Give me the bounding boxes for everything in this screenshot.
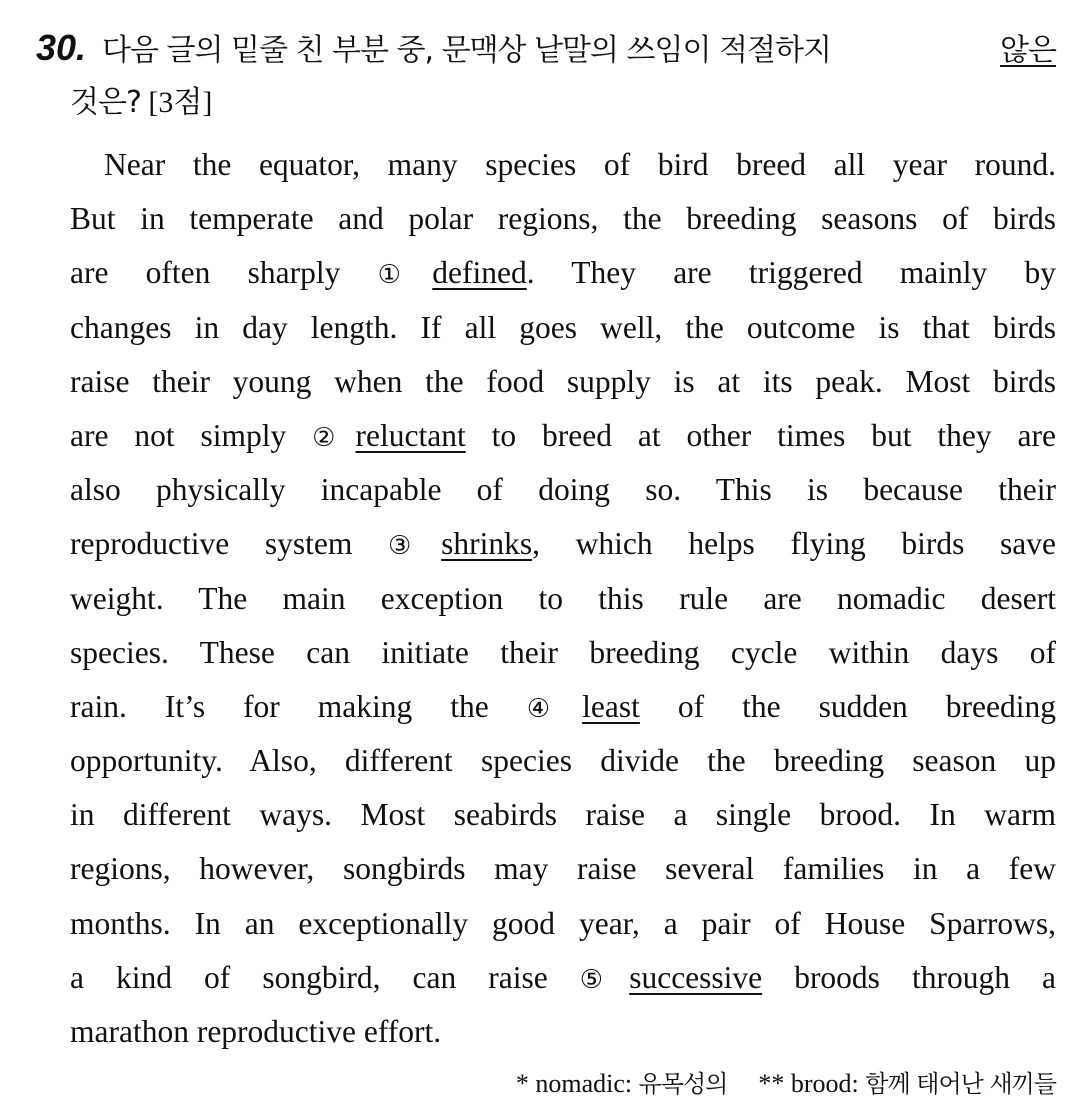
passage-line bbox=[70, 246, 1056, 300]
footnote-definition-1: 유목성의 bbox=[638, 1070, 728, 1098]
question-text-continued: 것은? bbox=[70, 85, 141, 120]
question-prompt-line-1 bbox=[36, 20, 1056, 79]
passage-line: species. These can initiate their breeding cycle within days of bbox=[70, 634, 1056, 670]
passage-line: in different ways. Most seabirds raise a single brood. In warm bbox=[70, 797, 1056, 833]
underlined-choice-1: defined bbox=[432, 255, 527, 291]
choice-marker-2: ② bbox=[312, 422, 354, 453]
passage-line bbox=[70, 951, 1056, 1005]
choice-marker-3: ③ bbox=[388, 531, 440, 562]
question-prompt-line-2 bbox=[70, 79, 1056, 127]
underlined-choice-4: least bbox=[582, 688, 640, 724]
passage-line bbox=[70, 680, 1056, 734]
passage-line: months. In an exceptionally good year, a pair of House Sparrows, bbox=[70, 905, 1056, 941]
question-header bbox=[36, 20, 1056, 127]
passage-text: reproductive system bbox=[70, 526, 389, 562]
passage-line: marathon reproductive effort. bbox=[70, 1014, 442, 1049]
question-number: 30. bbox=[36, 27, 87, 68]
passage-text: are not simply bbox=[70, 417, 313, 453]
passage-line: opportunity. Also, different species divide the breeding season up bbox=[70, 743, 1056, 779]
footnotes bbox=[516, 1064, 1056, 1099]
passage-line bbox=[70, 409, 1056, 463]
underlined-choice-3: shrinks bbox=[441, 526, 533, 562]
passage-text: rain. It’s for making the bbox=[70, 688, 527, 724]
passage-text: . They are triggered mainly by bbox=[526, 255, 1057, 291]
passage-line: also physically incapable of doing so. This is because their bbox=[70, 472, 1056, 508]
choice-marker-1: ① bbox=[377, 260, 431, 291]
choice-marker-5: ⑤ bbox=[579, 964, 628, 995]
passage-line: raise their young when the food supply is at its peak. Most birds bbox=[70, 363, 1056, 399]
question-points: [3점] bbox=[148, 86, 213, 119]
passage-line bbox=[70, 517, 1056, 571]
passage-line: regions, however, songbirds may raise several families in a few bbox=[70, 851, 1056, 887]
question-emphasis-underlined: 않은 bbox=[1000, 33, 1056, 68]
passage-text: a kind of songbird, can raise bbox=[70, 959, 580, 995]
footnote-term-2: ** brood: bbox=[758, 1069, 859, 1098]
question-text: 다음 글의 밑줄 친 부분 중, 문맥상 낱말의 쓰임이 적절하지 bbox=[102, 33, 831, 68]
passage-line: changes in day length. If all goes well, the outcome is that birds bbox=[70, 309, 1056, 345]
passage-line: weight. The main exception to this rule are nomadic desert bbox=[70, 580, 1056, 616]
passage-text: of the sudden breeding bbox=[639, 688, 1057, 724]
underlined-choice-2: reluctant bbox=[355, 417, 466, 453]
reading-passage bbox=[70, 138, 1056, 1059]
passage-text: , which helps flying birds save bbox=[532, 526, 1057, 562]
footnote-term-1: * nomadic: bbox=[515, 1069, 633, 1098]
passage-line: Near the equator, many species of bird breed all year round. bbox=[104, 147, 1056, 182]
passage-text: are often sharply bbox=[70, 255, 378, 291]
passage-line: But in temperate and polar regions, the breeding seasons of birds bbox=[70, 201, 1056, 237]
passage-text: broods through a bbox=[762, 959, 1056, 995]
choice-marker-4: ④ bbox=[526, 693, 581, 724]
footnote-definition-2: 함께 태어난 새끼들 bbox=[865, 1070, 1056, 1098]
passage-text: to breed at other times but they are bbox=[465, 417, 1057, 453]
underlined-choice-5: successive bbox=[629, 959, 763, 995]
